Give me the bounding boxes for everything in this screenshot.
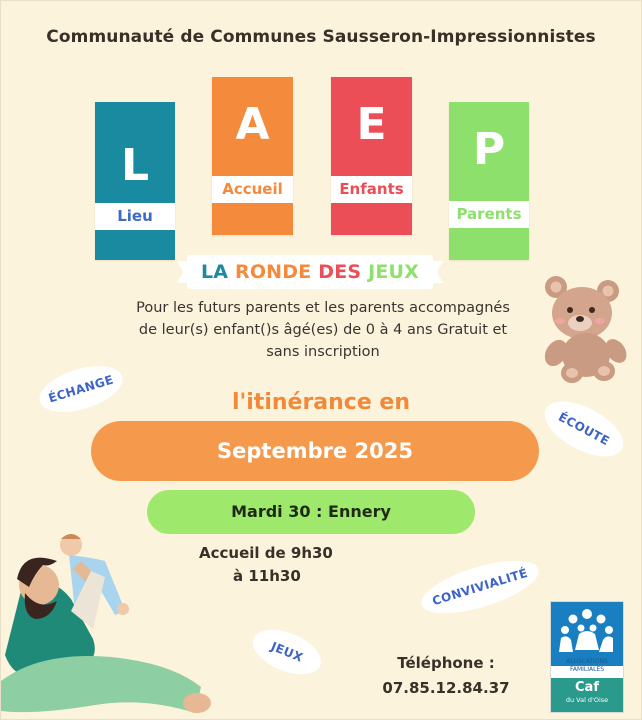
banner-title — [187, 255, 433, 289]
caf-logo — [550, 601, 624, 713]
banner-part-jeux: JEUX — [368, 261, 420, 283]
sticker-ecoute-label: ÉCOUTE — [556, 409, 612, 449]
caf-name: Caf — [575, 680, 599, 695]
date-location-label: Mardi 30 : Ennery — [231, 502, 391, 521]
card-lieu — [95, 102, 175, 260]
caf-label — [551, 658, 623, 674]
itinerance-heading: l'itinérance en — [231, 390, 411, 415]
phone-block — [381, 651, 511, 701]
opening-hours — [199, 542, 333, 588]
banner-part-ronde: RONDE — [234, 261, 319, 283]
caf-logo-emblem — [551, 602, 623, 666]
caf-family-icon — [551, 604, 623, 660]
title-banner — [187, 255, 433, 289]
description-line: sans inscription — [266, 344, 380, 360]
description — [93, 297, 553, 363]
hours-line: Accueil de 9h30 — [199, 544, 333, 562]
phone-label: Téléphone : — [397, 654, 495, 672]
phone-number[interactable]: 07.85.12.84.37 — [382, 679, 510, 697]
date-location-pill — [147, 490, 475, 534]
card-word: Parents — [449, 201, 529, 228]
card-letter: L — [120, 140, 150, 191]
description-line: Pour les futurs parents et les parents accompagnés — [136, 300, 510, 316]
month-label: Septembre 2025 — [217, 439, 413, 463]
sticker-echange-label: ÉCHANGE — [46, 372, 116, 406]
caf-label-line: FAMILIALES — [569, 666, 605, 673]
caf-label-line: ALLOCATIONS — [566, 658, 608, 665]
parent-baby-illustration — [1, 531, 211, 720]
teddy-bear-illustration — [536, 273, 634, 385]
card-word: Lieu — [95, 203, 175, 230]
banner-part-la: LA — [200, 261, 235, 283]
sticker-convivialite — [416, 550, 544, 624]
card-letter: A — [235, 99, 270, 150]
banner-part-des: DES — [318, 261, 369, 283]
card-parents — [449, 102, 529, 260]
month-pill — [91, 421, 539, 481]
hours-line: à 11h30 — [233, 567, 301, 585]
caf-name-block — [551, 678, 623, 712]
card-word: Enfants — [331, 176, 412, 203]
page-title: Communauté de Communes Sausseron-Impressionnistes — [46, 27, 596, 47]
sticker-jeux — [247, 621, 328, 683]
sticker-jeux-label: JEUX — [268, 639, 306, 665]
caf-region: du Val d'Oise — [565, 696, 609, 704]
card-word: Accueil — [212, 176, 293, 203]
description-line: de leur(s) enfant()s âgé(es) de 0 à 4 ans Gratuit et — [138, 322, 508, 338]
card-letter: E — [356, 99, 387, 150]
card-accueil — [212, 77, 293, 235]
card-letter: P — [472, 124, 506, 175]
card-enfants — [331, 77, 412, 235]
sticker-convivialite-label: CONVIVIALITÉ — [430, 565, 530, 609]
